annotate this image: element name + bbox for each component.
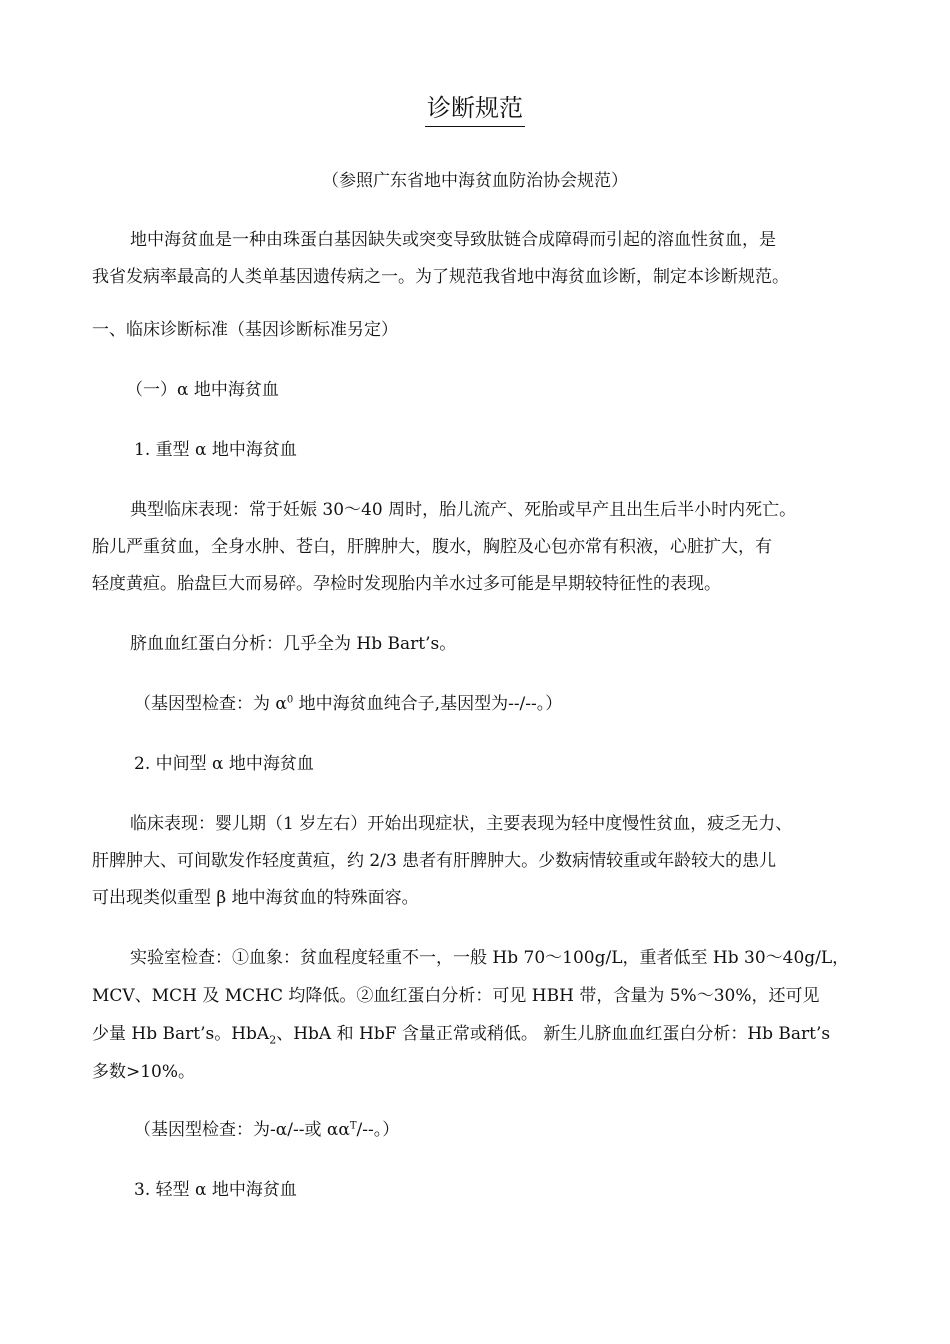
intermediate-lab-line-4: 多数>10%。: [92, 1062, 196, 1082]
severe-genotype-sup: 0: [286, 694, 294, 706]
severe-genotype-suffix: 地中海贫血纯合子,基因型为--/--。）: [293, 694, 563, 714]
intermediate-lab-line-3-sub: 2: [269, 1033, 277, 1047]
intermediate-clinical-line-3: 可出现类似重型 β 地中海贫血的特殊面容。: [92, 888, 419, 908]
document-subtitle: （参照广东省地中海贫血防治协会规范）: [322, 171, 628, 191]
intermediate-genotype-prefix: （基因型检查：为-α/--或 αα: [134, 1120, 350, 1140]
intermediate-lab-line-1: 实验室检查：①血象：贫血程度轻重不一，一般 Hb 70～100g/L，重者低至 Hb 30～40g/L，: [130, 948, 850, 968]
intermediate-genotype-note: [134, 1117, 399, 1143]
subsection-heading-alpha-thalassemia: （一）α 地中海贫血: [126, 380, 279, 400]
item-heading-mild-alpha: 3. 轻型 α 地中海贫血: [134, 1180, 297, 1200]
document-title: [0, 92, 950, 127]
item-heading-intermediate-alpha: 2. 中间型 α 地中海贫血: [134, 754, 314, 774]
intermediate-lab-line-3: [92, 1021, 830, 1047]
severe-cord-blood-analysis: 脐血血红蛋白分析：几乎全为 Hb Bart’s。: [130, 634, 457, 654]
intermediate-clinical-line-2: 肝脾肿大、可间歇发作轻度黄疸，约 2/3 患者有肝脾肿大。少数病情较重或年龄较大的患儿: [92, 851, 777, 871]
severe-clinical-line-2: 胎儿严重贫血，全身水肿、苍白，肝脾肿大，腹水，胸腔及心包亦常有积液，心脏扩大，有: [92, 537, 772, 557]
severe-genotype-note: [134, 691, 562, 717]
intermediate-lab-line-3-b: 、HbA 和 HbF 含量正常或稍低。 新生儿脐血血红蛋白分析：Hb Bart’s: [276, 1024, 831, 1044]
section-heading-clinical-criteria: 一、临床诊断标准（基因诊断标准另定）: [92, 320, 398, 340]
severe-genotype-prefix: （基因型检查：为 α: [134, 694, 287, 714]
intro-paragraph-line-1: 地中海贫血是一种由珠蛋白基因缺失或突变导致肽链合成障碍而引起的溶血性贫血，是: [130, 230, 776, 250]
document-title-text: 诊断规范: [425, 92, 525, 127]
intermediate-genotype-sup: T: [349, 1120, 357, 1132]
intro-paragraph-line-2: 我省发病率最高的人类单基因遗传病之一。为了规范我省地中海贫血诊断，制定本诊断规范。: [92, 267, 789, 287]
intermediate-clinical-line-1: 临床表现：婴儿期（1 岁左右）开始出现症状，主要表现为轻中度慢性贫血，疲乏无力、: [130, 814, 793, 834]
severe-clinical-line-1: 典型临床表现：常于妊娠 30～40 周时，胎儿流产、死胎或早产且出生后半小时内死亡。: [130, 500, 797, 520]
intermediate-lab-line-2: MCV、MCH 及 MCHC 均降低。②血红蛋白分析：可见 HBH 带，含量为 5%～30%，还可见: [92, 986, 820, 1006]
item-heading-severe-alpha: 1. 重型 α 地中海贫血: [134, 440, 297, 460]
intermediate-lab-line-3-a: 少量 Hb Bart’s。HbA: [92, 1024, 270, 1044]
intermediate-genotype-suffix: /--。）: [356, 1120, 400, 1140]
severe-clinical-line-3: 轻度黄疸。胎盘巨大而易碎。孕检时发现胎内羊水过多可能是早期较特征性的表现。: [92, 574, 721, 594]
